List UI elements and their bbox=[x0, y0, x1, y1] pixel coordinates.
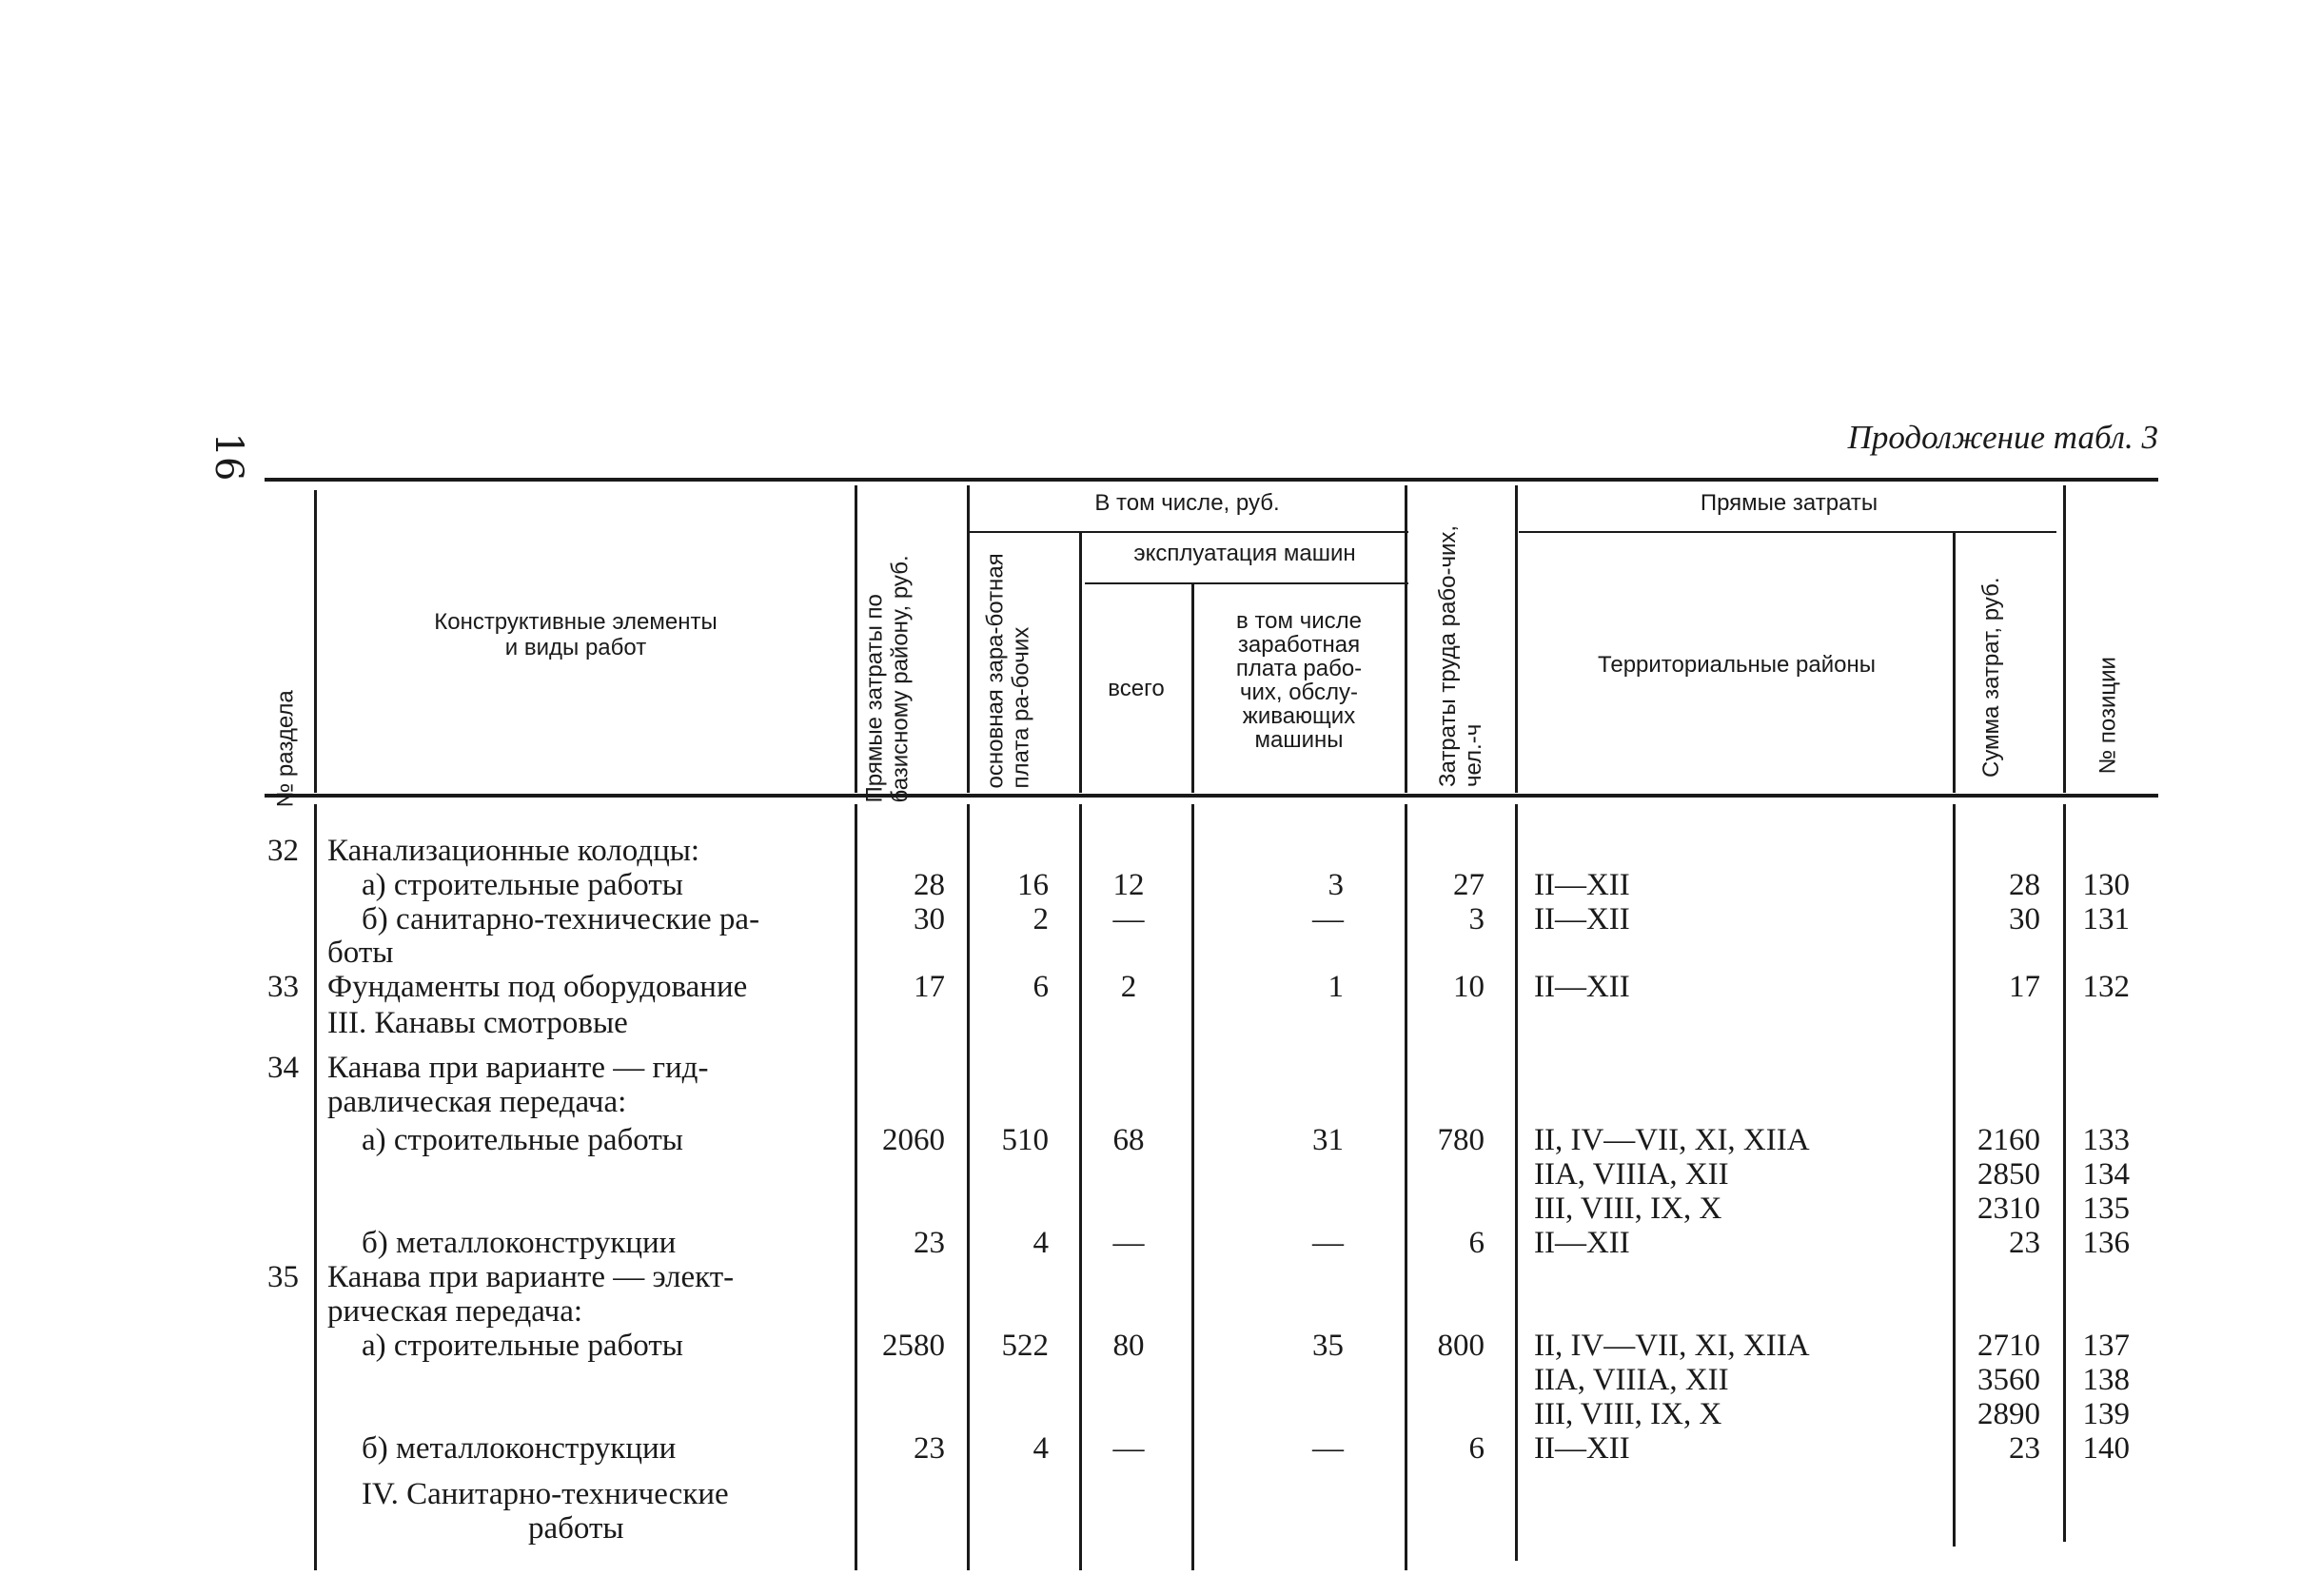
cell-total: — bbox=[1112, 1226, 1145, 1260]
row-description: б) металлоконструкции bbox=[362, 1226, 677, 1260]
header-elements: Конструктивные элементы и виды работ bbox=[434, 609, 718, 660]
cell-labor: 780 bbox=[1437, 1123, 1485, 1157]
row-description: IV. Санитарно-технические bbox=[362, 1477, 729, 1511]
cell-pos: 136 bbox=[2082, 1226, 2130, 1260]
cell-sum: 2310 bbox=[1977, 1192, 2040, 1226]
cell-region: IIA, VIIIA, XII bbox=[1534, 1363, 1729, 1397]
cell-region: II, IV—VII, XI, XIIA bbox=[1534, 1123, 1810, 1157]
header-section-no: № раздела bbox=[272, 690, 299, 808]
cell-sum: 17 bbox=[2009, 970, 2040, 1004]
cell-region: II—XII bbox=[1534, 1431, 1630, 1466]
cell-base: 2580 bbox=[882, 1329, 945, 1363]
cell-region: III, VIII, IX, X bbox=[1534, 1397, 1722, 1431]
cell-sum: 28 bbox=[2009, 868, 2040, 902]
body-divider bbox=[967, 804, 970, 1570]
cell-base: 17 bbox=[914, 970, 945, 1004]
cell-base: 2060 bbox=[882, 1123, 945, 1157]
cell-total: — bbox=[1112, 1431, 1145, 1466]
cell-wage: 16 bbox=[1017, 868, 1049, 902]
cell-pos: 131 bbox=[2082, 902, 2130, 936]
cell-mwage: 3 bbox=[1328, 868, 1344, 902]
cell-total: — bbox=[1112, 902, 1145, 936]
cell-pos: 135 bbox=[2082, 1192, 2130, 1226]
cell-mwage: 1 bbox=[1328, 970, 1344, 1004]
cell-total: 80 bbox=[1112, 1329, 1145, 1363]
cell-labor: 6 bbox=[1468, 1431, 1485, 1466]
cell-sum: 30 bbox=[2009, 902, 2040, 936]
row-description: равлическая передача: bbox=[327, 1085, 627, 1119]
header-divider bbox=[2063, 485, 2066, 793]
cell-base: 30 bbox=[914, 902, 945, 936]
cell-region: II, IV—VII, XI, XIIA bbox=[1534, 1329, 1810, 1363]
header-direct-costs-base: Прямые затраты по базисному району, руб. bbox=[861, 555, 914, 803]
cell-labor: 27 bbox=[1453, 868, 1485, 902]
cell-labor: 6 bbox=[1468, 1226, 1485, 1260]
cell-num: 34 bbox=[267, 1051, 299, 1085]
header-total: всего bbox=[1108, 676, 1165, 701]
cell-sum: 2710 bbox=[1977, 1329, 2040, 1363]
header-divider bbox=[1191, 584, 1194, 793]
cell-wage: 510 bbox=[1001, 1123, 1049, 1157]
cell-num: 35 bbox=[267, 1260, 299, 1294]
header-bottom-rule bbox=[265, 794, 2158, 798]
cell-base: 23 bbox=[914, 1431, 945, 1466]
row-description: б) металлоконструкции bbox=[362, 1431, 677, 1466]
header-divider bbox=[1515, 485, 1518, 793]
cell-pos: 137 bbox=[2082, 1329, 2130, 1363]
cell-sum: 2850 bbox=[1977, 1157, 2040, 1192]
row-description: б) санитарно-технические ра- bbox=[362, 902, 760, 936]
cell-region: II—XII bbox=[1534, 970, 1630, 1004]
cell-total: 12 bbox=[1112, 868, 1145, 902]
cell-wage: 522 bbox=[1001, 1329, 1049, 1363]
cell-labor: 10 bbox=[1453, 970, 1485, 1004]
cell-wage: 4 bbox=[1032, 1431, 1049, 1466]
cell-mwage: — bbox=[1312, 1431, 1344, 1466]
cell-pos: 139 bbox=[2082, 1397, 2130, 1431]
cell-sum: 2160 bbox=[1977, 1123, 2040, 1157]
cell-wage: 4 bbox=[1032, 1226, 1049, 1260]
row-description: боты bbox=[327, 936, 394, 970]
row-description: а) строительные работы bbox=[362, 1123, 683, 1157]
cell-pos: 134 bbox=[2082, 1157, 2130, 1192]
cell-region: II—XII bbox=[1534, 1226, 1630, 1260]
cell-region: IIA, VIIIA, XII bbox=[1534, 1157, 1729, 1192]
body-divider bbox=[1079, 804, 1082, 1570]
table-caption: Продолжение табл. 3 bbox=[1847, 419, 2158, 456]
cell-wage: 2 bbox=[1032, 902, 1049, 936]
cell-region: III, VIII, IX, X bbox=[1534, 1192, 1722, 1226]
header-incl-rub: В том числе, руб. bbox=[1094, 490, 1280, 516]
body-divider bbox=[1191, 804, 1194, 1570]
body-divider bbox=[2063, 804, 2066, 1542]
cell-base: 28 bbox=[914, 868, 945, 902]
row-description: рическая передача: bbox=[327, 1294, 583, 1329]
row-description: Фундаменты под оборудование bbox=[327, 970, 748, 1004]
cell-total: 2 bbox=[1120, 970, 1137, 1004]
cell-sum: 23 bbox=[2009, 1226, 2040, 1260]
cell-region: II—XII bbox=[1534, 902, 1630, 936]
cell-pos: 140 bbox=[2082, 1431, 2130, 1466]
header-divider bbox=[1405, 485, 1407, 793]
header-sum-costs: Сумма затрат, руб. bbox=[1978, 577, 2004, 778]
cell-pos: 132 bbox=[2082, 970, 2130, 1004]
row-description: Канализационные колодцы: bbox=[327, 834, 700, 868]
body-divider bbox=[314, 804, 317, 1570]
row-description: а) строительные работы bbox=[362, 1329, 683, 1363]
cell-labor: 3 bbox=[1468, 902, 1485, 936]
cell-mwage: — bbox=[1312, 1226, 1344, 1260]
cell-num: 32 bbox=[267, 834, 299, 868]
header-machine-operation: эксплуатация машин bbox=[1133, 541, 1356, 566]
header-divider bbox=[855, 485, 857, 793]
header-divider bbox=[1079, 533, 1082, 793]
direct-costs-rule bbox=[1519, 531, 2056, 533]
cell-sum: 23 bbox=[2009, 1431, 2040, 1466]
header-territorial-regions: Территориальные районы bbox=[1598, 652, 1876, 678]
cell-total: 68 bbox=[1112, 1123, 1145, 1157]
row-description: работы bbox=[528, 1511, 624, 1546]
body-divider bbox=[1515, 804, 1518, 1561]
body-divider bbox=[1405, 804, 1407, 1570]
table-top-rule bbox=[265, 478, 2158, 482]
machine-rule bbox=[1085, 582, 1408, 584]
row-description: а) строительные работы bbox=[362, 868, 683, 902]
header-direct-costs: Прямые затраты bbox=[1700, 490, 1878, 516]
page-number: 16 bbox=[206, 432, 250, 482]
body-divider bbox=[855, 804, 857, 1570]
row-description: Канава при варианте — элект- bbox=[327, 1260, 735, 1294]
row-description: Канава при варианте — гид- bbox=[327, 1051, 709, 1085]
cell-pos: 133 bbox=[2082, 1123, 2130, 1157]
cell-mwage: 31 bbox=[1312, 1123, 1344, 1157]
cell-sum: 3560 bbox=[1977, 1363, 2040, 1397]
cell-wage: 6 bbox=[1032, 970, 1049, 1004]
cell-labor: 800 bbox=[1437, 1329, 1485, 1363]
cell-num: 33 bbox=[267, 970, 299, 1004]
header-position-no: № позиции bbox=[2094, 657, 2121, 775]
cell-sum: 2890 bbox=[1977, 1397, 2040, 1431]
header-divider bbox=[1953, 533, 1956, 793]
header-labor-costs: Затраты труда рабо-чих, чел.-ч bbox=[1435, 524, 1486, 787]
cell-mwage: — bbox=[1312, 902, 1344, 936]
header-divider bbox=[967, 485, 970, 793]
body-divider bbox=[1953, 804, 1956, 1547]
cell-pos: 130 bbox=[2082, 868, 2130, 902]
row-description: III. Канавы смотровые bbox=[327, 1006, 628, 1040]
header-basic-wage: основная зара-ботная плата ра-бочих bbox=[982, 553, 1034, 789]
cell-mwage: 35 bbox=[1312, 1329, 1344, 1363]
cell-base: 23 bbox=[914, 1226, 945, 1260]
header-incl-wage-machine: в том числе заработная плата рабо- чих, обслу- живающих машины bbox=[1235, 608, 1363, 753]
cell-region: II—XII bbox=[1534, 868, 1630, 902]
cell-pos: 138 bbox=[2082, 1363, 2130, 1397]
header-divider bbox=[314, 490, 317, 793]
